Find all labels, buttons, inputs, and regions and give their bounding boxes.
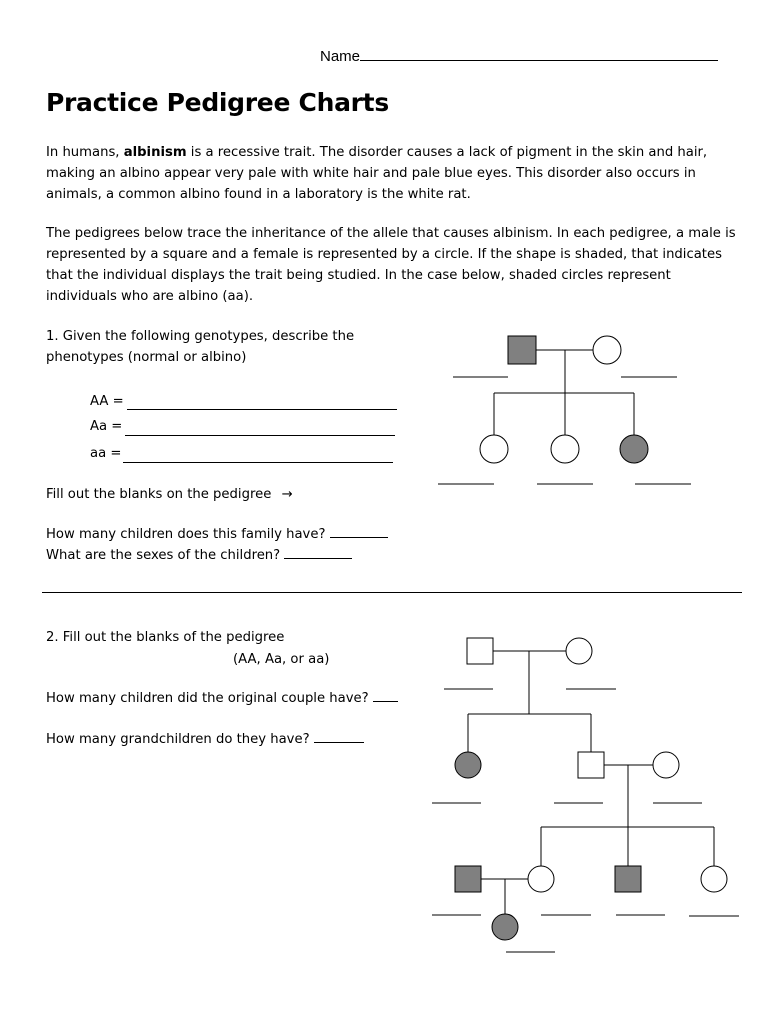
q2-grandchildren-text: How many grandchildren do they have? <box>46 732 310 747</box>
intro-p1-text-start: In humans, <box>46 145 124 160</box>
genotype-aa-label: aa = <box>90 446 122 461</box>
pedigree1-mother-circle <box>593 336 621 364</box>
pedigree1-child3-circle-shaded <box>620 435 648 463</box>
q1-prompt-line2: phenotypes (normal or albino) <box>46 350 247 365</box>
q1-prompt-line1: 1. Given the following genotypes, describe the <box>46 329 355 344</box>
pedigree1-father-square-shaded <box>508 336 536 364</box>
pedigree2-son-wife-circle <box>653 752 679 778</box>
pedigree2-grandchild1-circle <box>528 866 554 892</box>
pedigree2-son-square <box>578 752 604 778</box>
genotype-AA-label: AA = <box>90 394 124 409</box>
pedigree2-grandfather-square <box>467 638 493 664</box>
pedigree2-daughter-circle-shaded <box>455 752 481 778</box>
pedigree-1 <box>438 336 691 484</box>
pedigree2-grandchild3-circle <box>701 866 727 892</box>
pedigree2-great-grandchild-circle-shaded <box>492 914 518 940</box>
name-label: Name <box>320 48 361 65</box>
pedigree2-grandmother-circle <box>566 638 592 664</box>
q1-children-sexes-text: What are the sexes of the children? <box>46 548 281 563</box>
page-title: Practice Pedigree Charts <box>46 88 389 117</box>
intro-p1-bold-term: albinism <box>123 145 187 160</box>
pedigree2-grandchild2-square-shaded <box>615 866 641 892</box>
pedigree1-child1-circle <box>480 435 508 463</box>
intro-p1-text-end: is a recessive trait. The disorder causes a lack of pigment in the skin and hair, making an albino appear very pale with white hair and pale blue eyes. This disorder also occurs in animals, a common albino found in a laboratory is the white rat. <box>46 145 708 202</box>
pedigree1-child2-circle <box>551 435 579 463</box>
q2-children-text: How many children did the original couple have? <box>46 691 369 706</box>
intro-paragraph-2: The pedigrees below trace the inheritance of the allele that causes albinism. In each pedigree, a male is represented by a square and a female is represented by a circle. If the shape is shaded, that indicates that the individual displays the trait being studied. In the case below, shaded circles represent individuals who are albino (aa). <box>46 226 736 304</box>
pedigree-2 <box>432 638 739 952</box>
q2-prompt-line1: 2. Fill out the blanks of the pedigree <box>46 630 285 645</box>
q1-fill-instruction-text: Fill out the blanks on the pedigree <box>46 487 272 502</box>
arrow-right-icon: → <box>281 487 293 502</box>
genotype-Aa-label: Aa = <box>90 419 123 434</box>
q2-prompt-line2: (AA, Aa, or aa) <box>233 652 330 667</box>
q1-children-count-text: How many children does this family have? <box>46 527 326 542</box>
pedigree2-inlaw-square-shaded <box>455 866 481 892</box>
